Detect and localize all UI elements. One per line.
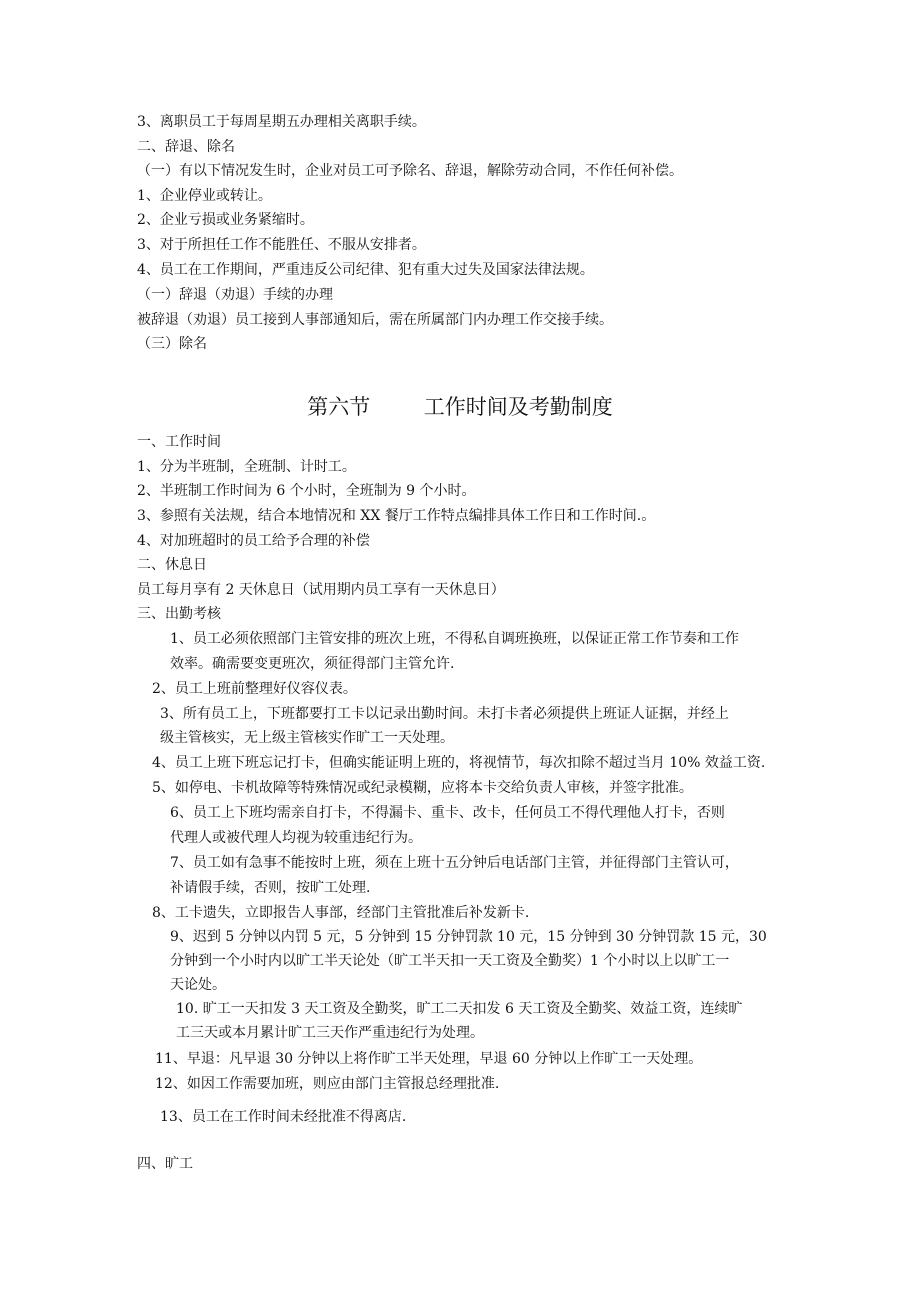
line-dismissal-conditions: （一）有以下情况发生时，企业对员工可予除名、辞退，解除劳动合同，不作任何补偿。: [137, 163, 683, 179]
attendance-rule-2: 2、员工上班前整理好仪容仪表。: [152, 681, 357, 697]
attendance-rule-9c: 天论处。: [170, 977, 226, 993]
attendance-rule-13: 13、员工在工作时间未经批准不得离店.: [160, 1109, 407, 1125]
rest-day-text: 员工每月享有 2 天休息日（试用期内员工享有一天休息日）: [137, 582, 505, 598]
attendance-rule-12: 12、如因工作需要加班，则应由部门主管报总经理批准.: [155, 1076, 500, 1092]
attendance-rule-3a: 3、所有员工上，下班都要打工卡以记录出勤时间。未打卡者必须提供上班证人证据，并经上: [160, 706, 729, 722]
line-cond-3: 3、对于所担任工作不能胜任、不服从安排者。: [137, 237, 426, 253]
heading-rest-day: 二、休息日: [137, 557, 207, 573]
work-time-item-2: 2、半班制工作时间为 6 个小时，全班制为 9 个小时。: [137, 483, 476, 499]
work-time-item-3: 3、参照有关法规，结合本地情况和 XX 餐厅工作特点编排具体工作日和工作时间.。: [137, 508, 656, 524]
work-time-item-1: 1、分为半班制，全班制、计时工。: [137, 459, 356, 475]
attendance-rule-8: 8、工卡遗失，立即报告人事部，经部门主管批准后补发新卡.: [152, 905, 530, 921]
line-cond-2: 2、企业亏损或业务紧缩时。: [137, 212, 314, 228]
heading-attendance: 三、出勤考核: [137, 606, 221, 622]
attendance-rule-9a: 9、迟到 5 分钟以内罚 5 元，5 分钟到 15 分钟罚款 10 元，15 分钟到 30 分钟罚款 15 元，30: [170, 929, 767, 945]
line-cond-4: 4、员工在工作期间，严重违反公司纪律、犯有重大过失及国家法律法规。: [137, 262, 594, 278]
line-removal: （三）除名: [137, 336, 207, 352]
line-cond-1: 1、企业停业或转让。: [137, 188, 272, 204]
attendance-rule-10b: 工三天或本月累计旷工三天作严重违纪行为处理。: [176, 1025, 484, 1041]
attendance-rule-6b: 代理人或被代理人均视为较重违纪行为。: [170, 830, 422, 846]
attendance-rule-1a: 1、员工必须依照部门主管安排的班次上班，不得私自调班换班，以保证正常工作节奏和工作: [170, 631, 739, 647]
line-dismissal-procedure: （一）辞退（劝退）手续的办理: [137, 287, 333, 303]
attendance-rule-9b: 分钟到一个小时内以旷工半天论处（旷工半天扣一天工资及全勤奖）1 个小时以上以旷工一: [170, 953, 730, 969]
heading-work-time: 一、工作时间: [137, 434, 221, 450]
attendance-rule-7a: 7、员工如有急事不能按时上班，须在上班十五分钟后电话部门主管，并征得部门主管认可，: [170, 855, 739, 871]
heading-dismissal: 二、辞退、除名: [137, 139, 235, 155]
heading-absence: 四、旷工: [137, 1156, 193, 1172]
attendance-rule-4: 4、员工上班下班忘记打卡，但确实能证明上班的，将视情节，每次扣除不超过当月 10% 效益工资.: [152, 755, 766, 771]
attendance-rule-5: 5、如停电、卡机故障等特殊情况或纪录模糊，应将本卡交给负责人审核，并签字批准。: [152, 780, 693, 796]
attendance-rule-3b: 级主管核实，无上级主管核实作旷工一天处理。: [160, 730, 454, 746]
attendance-rule-6a: 6、员工上下班均需亲自打卡，不得漏卡、重卡、改卡，任何员工不得代理他人打卡，否则: [170, 805, 725, 821]
line-resign-3: 3、离职员工于每周星期五办理相关离职手续。: [137, 114, 426, 130]
attendance-rule-10a: 10. 旷工一天扣发 3 天工资及全勤奖，旷工二天扣发 6 天工资及全勤奖、效益工资，连续旷: [176, 1001, 743, 1017]
line-dismissal-handover: 被辞退（劝退）员工接到人事部通知后，需在所属部门内办理工作交接手续。: [137, 312, 613, 328]
work-time-item-4: 4、对加班超时的员工给予合理的补偿: [137, 533, 370, 549]
section-title: 第六节 工作时间及考勤制度: [307, 395, 613, 419]
attendance-rule-7b: 补请假手续，否则，按旷工处理.: [170, 880, 371, 896]
attendance-rule-1b: 效率。确需要变更班次，须征得部门主管允许.: [170, 656, 455, 672]
attendance-rule-11: 11、早退：凡早退 30 分钟以上将作旷工半天处理，早退 60 分钟以上作旷工一天处理。: [155, 1051, 703, 1067]
